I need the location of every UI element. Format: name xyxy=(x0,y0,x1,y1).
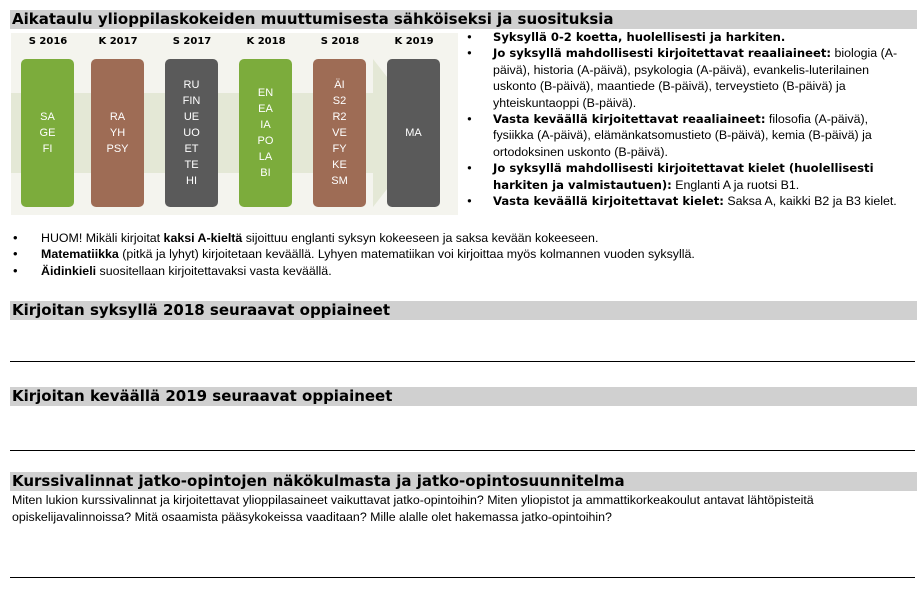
term-label: K 2019 xyxy=(394,36,434,47)
subject-code: EN xyxy=(257,87,274,99)
term-label: S 2016 xyxy=(28,36,68,47)
term-subject-box xyxy=(165,59,218,207)
subject-code: R2 xyxy=(332,111,347,123)
subject-code: FI xyxy=(42,143,53,155)
exam-timeline xyxy=(11,33,458,215)
spring-2019-header: Kirjoitan keväällä 2019 seuraavat oppiaineet xyxy=(10,387,917,406)
subject-code: EA xyxy=(258,103,273,115)
subject-code: PO xyxy=(257,135,274,147)
subject-code: SM xyxy=(331,175,348,187)
subject-code: GE xyxy=(39,127,56,139)
autumn-2018-header: Kirjoitan syksyllä 2018 seuraavat oppiaineet xyxy=(10,301,917,320)
subject-code: VE xyxy=(332,127,347,139)
rec-item: • Syksyllä 0-2 koetta, huolellisesti ja harkiten. xyxy=(466,29,911,45)
rec-item: • Jo syksyllä mahdollisesti kirjoitettavat kielet (huolellisesti harkiten ja valmistautuen): Englanti A ja ruotsi B1. xyxy=(466,160,911,193)
subject-code: ÄI xyxy=(334,79,345,91)
term-subject-box xyxy=(313,59,366,207)
term-subject-box xyxy=(239,59,292,207)
term-label: K 2017 xyxy=(98,36,138,47)
term-subject-box xyxy=(387,59,440,207)
subject-code: UO xyxy=(183,127,200,139)
note-item: • Matematiikka (pitkä ja lyhyt) kirjoitetaan keväällä. Lyhyen matematiikan voi kirjoittaa myös kolmannen vuoden syksyllä. xyxy=(13,246,913,262)
rec-item: • Jo syksyllä mahdollisesti kirjoitettavat reaaliaineet: biologia (A-päivä), historia (A-päivä), psykologia (A-päivä), evankelis-luterilainen uskonto (B-päivä), maantiede (B-päivä), terveystieto (B-päivä) ja yhteiskuntaoppi (B-päivä). xyxy=(466,45,911,111)
term-subject-box xyxy=(91,59,144,207)
subject-code: YH xyxy=(109,127,126,139)
subject-code: UE xyxy=(183,111,200,123)
rec-item: • Vasta keväällä kirjoitettavat kielet: Saksa A, kaikki B2 ja B3 kielet. xyxy=(466,193,911,209)
subject-code: RA xyxy=(109,111,126,123)
courses-header: Kurssivalinnat jatko-opintojen näkökulmasta ja jatko-opintosuunnitelma xyxy=(10,472,917,491)
schedule-header: Aikataulu ylioppilaskokeiden muuttumisesta sähköiseksi ja suosituksia xyxy=(10,10,917,29)
subject-code: HI xyxy=(186,175,197,187)
term-label: S 2017 xyxy=(172,36,212,47)
subject-code: FY xyxy=(332,143,347,155)
subject-code: MA xyxy=(405,127,422,139)
spring-2019-answer-line[interactable] xyxy=(10,450,915,451)
courses-answer-line[interactable] xyxy=(10,577,915,578)
subject-code: PSY xyxy=(106,143,129,155)
term-subject-box xyxy=(21,59,74,207)
notes-list xyxy=(13,230,913,279)
courses-questions: Miten lukion kurssivalinnat ja kirjoitettavat ylioppilasaineet vaikuttavat jatko-opintoihin? Miten yliopistot ja ammattikorkeakoulut antavat lähtöpisteitä opiskelijavalinnoissa? Mitä osaamista pääsykokeissa vaaditaan? Mille alalle olet hakemassa jatko-opintoihin? xyxy=(12,493,814,524)
subject-code: RU xyxy=(183,79,200,91)
recommendations-list xyxy=(466,29,911,209)
subject-code: TE xyxy=(184,159,199,171)
subject-code: FIN xyxy=(182,95,201,107)
subject-code: LA xyxy=(258,151,273,163)
note-item: • Äidinkieli suositellaan kirjoitettavaksi vasta keväällä. xyxy=(13,263,913,279)
subject-code: S2 xyxy=(332,95,347,107)
subject-code: IA xyxy=(260,119,271,131)
subject-code: SA xyxy=(40,111,55,123)
autumn-2018-answer-line[interactable] xyxy=(10,361,915,362)
term-label: S 2018 xyxy=(320,36,360,47)
term-label: K 2018 xyxy=(246,36,286,47)
rec-item: • Vasta keväällä kirjoitettavat reaaliaineet: filosofia (A-päivä), fysiikka (A-päivä), elämänkatsomustieto (B-päivä), kemia (B-päivä) ja ortodoksinen uskonto (B-päivä). xyxy=(466,111,911,160)
note-item: • HUOM! Mikäli kirjoitat kaksi A-kieltä sijoittuu englanti syksyn kokeeseen ja saksa kevään kokeeseen. xyxy=(13,230,913,246)
subject-code: ET xyxy=(184,143,199,155)
subject-code: KE xyxy=(332,159,347,171)
subject-code: BI xyxy=(260,167,271,179)
